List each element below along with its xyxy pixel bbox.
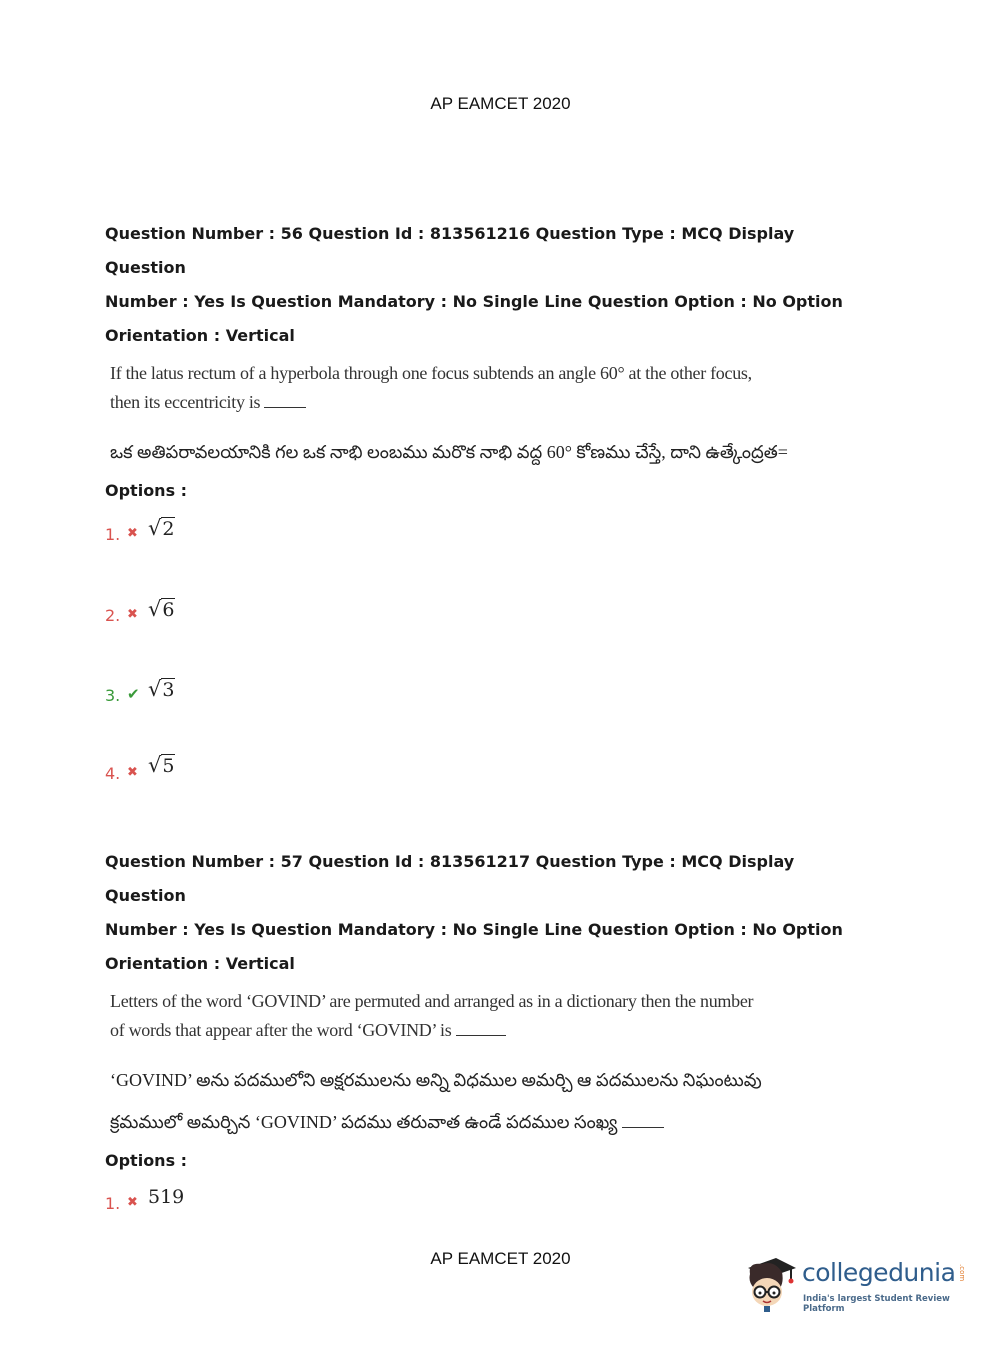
option-number: 4.: [105, 764, 121, 783]
question-text-english: [110, 359, 865, 417]
options-list: [105, 516, 865, 836]
option-value: √6: [148, 597, 175, 621]
option-value: √2: [148, 516, 175, 540]
meta-line: Orientation : Vertical: [105, 326, 295, 345]
meta-line: Orientation : Vertical: [105, 954, 295, 973]
option-2: [105, 596, 865, 676]
logo-wordmark: collegedunia: [802, 1258, 956, 1287]
cross-icon: ✖: [127, 607, 138, 622]
page-header: AP EAMCET 2020: [430, 94, 571, 113]
answer-blank: [456, 1035, 506, 1036]
option-value: √3: [148, 677, 175, 701]
logo-tagline: India's largest Student Review Platform: [803, 1294, 950, 1314]
option-value: √5: [148, 753, 175, 777]
question-line: క్రమములో అమర్చిన ‘GOVIND’ పదము తరువాత ఉండే పదముల సంఖ్య: [110, 1101, 865, 1143]
option-value: 519: [148, 1186, 185, 1208]
question-text-english: [110, 987, 865, 1045]
question-line: ‘GOVIND’ అను పదములోని అక్షరములను అన్ని విధముల అమర్చి ఆ పదములను నిఘంటువు: [110, 1070, 762, 1090]
question-meta: [105, 845, 865, 981]
meta-line: Number : Yes Is Question Mandatory : No Single Line Question Option : No Option: [105, 920, 843, 939]
logo-suffix: .com: [958, 1264, 966, 1282]
question-text-telugu: [110, 431, 865, 473]
option-1: [105, 516, 865, 596]
question-line: Letters of the word ‘GOVIND’ are permuted and arranged as in a dictionary then the number: [110, 991, 754, 1011]
answer-blank: [622, 1127, 664, 1128]
meta-line: Number : Yes Is Question Mandatory : No Single Line Question Option : No Option: [105, 292, 843, 311]
page-footer: AP EAMCET 2020: [430, 1249, 571, 1268]
option-number: 2.: [105, 606, 121, 625]
question-line: of words that appear after the word ‘GOVIND’ is: [110, 1016, 865, 1045]
option-number: 1.: [105, 525, 121, 544]
question-line: If the latus rectum of a hyperbola through one focus subtends an angle 60° at the other focus,: [110, 363, 752, 383]
option-4: [105, 753, 865, 836]
question-56: [105, 217, 865, 836]
question-57: [105, 845, 865, 1266]
cross-icon: ✖: [127, 526, 138, 541]
check-icon: ✔: [127, 685, 140, 703]
option-3: [105, 676, 865, 756]
question-meta: [105, 217, 865, 353]
question-line: then its eccentricity is: [110, 388, 865, 417]
collegedunia-logo[interactable]: [740, 1250, 970, 1320]
question-line: ఒక అతిపరావలయానికి గల ఒక నాభి లంబము మరొక నాభి వద్ద 60° కోణము చేస్తే, దాని ఉత్కేంద్రత=: [110, 442, 788, 462]
options-label: Options :: [105, 481, 188, 500]
meta-line: Question Number : 57 Question Id : 813561217 Question Type : MCQ Display Question: [105, 852, 795, 905]
option-number: 1.: [105, 1194, 121, 1213]
cross-icon: ✖: [127, 1195, 138, 1210]
answer-blank: [264, 407, 306, 408]
question-text-telugu: [110, 1059, 865, 1143]
options-label: Options :: [105, 1151, 188, 1170]
meta-line: Question Number : 56 Question Id : 813561216 Question Type : MCQ Display Question: [105, 224, 795, 277]
student-mascot-icon: [740, 1252, 798, 1312]
cross-icon: ✖: [127, 765, 138, 780]
option-number: 3.: [105, 686, 121, 705]
